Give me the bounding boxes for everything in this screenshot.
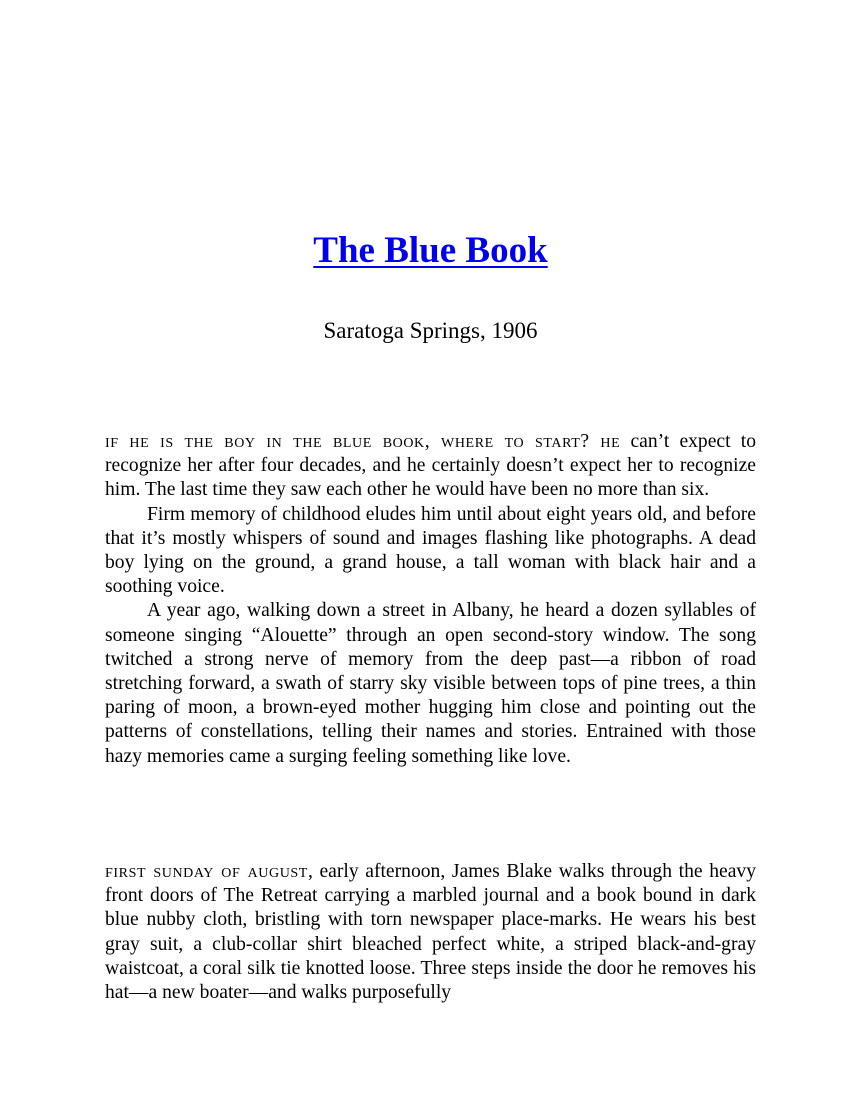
opening-paragraph-text: can’t expect to recognize her after four decades, and he certainly doesn’t expect her to recognize him. The last time they saw each other he would have been no more than six.: [105, 431, 756, 501]
chapter-title: [105, 229, 756, 273]
second-paragraph-text: , early afternoon, James Blake walks through the heavy front doors of The Retreat carrying a marbled journal and a book bound in dark blue nubby cloth, bristling with torn newspaper place-marks. He wears his best gray suit, a club-collar shirt bleached perfect white, a striped black-and-gray waistcoat, a coral silk tie knotted loose. Three steps inside the door he removes his hat—a new boater—and walks purposefully: [105, 861, 756, 1004]
opening-section: [105, 430, 756, 769]
second-smallcaps-lead: first sunday of august: [105, 861, 308, 882]
opening-smallcaps-lead: if he is the boy in the blue book, where to start? he: [105, 431, 621, 452]
memory-paragraph: Firm memory of childhood eludes him until about eight years old, and before that it’s mostly whispers of sound and images flashing like photographs. A dead boy lying on the ground, a grand house, a tall woman with black hair and a soothing voice.: [105, 503, 756, 598]
chapter-title-link[interactable]: The Blue Book: [313, 230, 548, 271]
second-section-paragraph: [105, 860, 756, 1005]
alouette-paragraph: A year ago, walking down a street in Albany, he heard a dozen syllables of someone singing “Alouette” through an open second-story window. The song twitched a strong nerve of memory from the deep past—a ribbon of road stretching forward, a swath of starry sky visible between tops of pine trees, a thin paring of moon, a brown-eyed mother hugging him close and pointing out the patterns of constellations, telling their names and stories. Entrained with those hazy memories came a surging feeling something like love.: [105, 600, 756, 767]
opening-paragraph: [105, 430, 756, 503]
chapter-subtitle: Saratoga Springs, 1906: [323, 318, 538, 343]
second-section: [105, 860, 756, 1005]
